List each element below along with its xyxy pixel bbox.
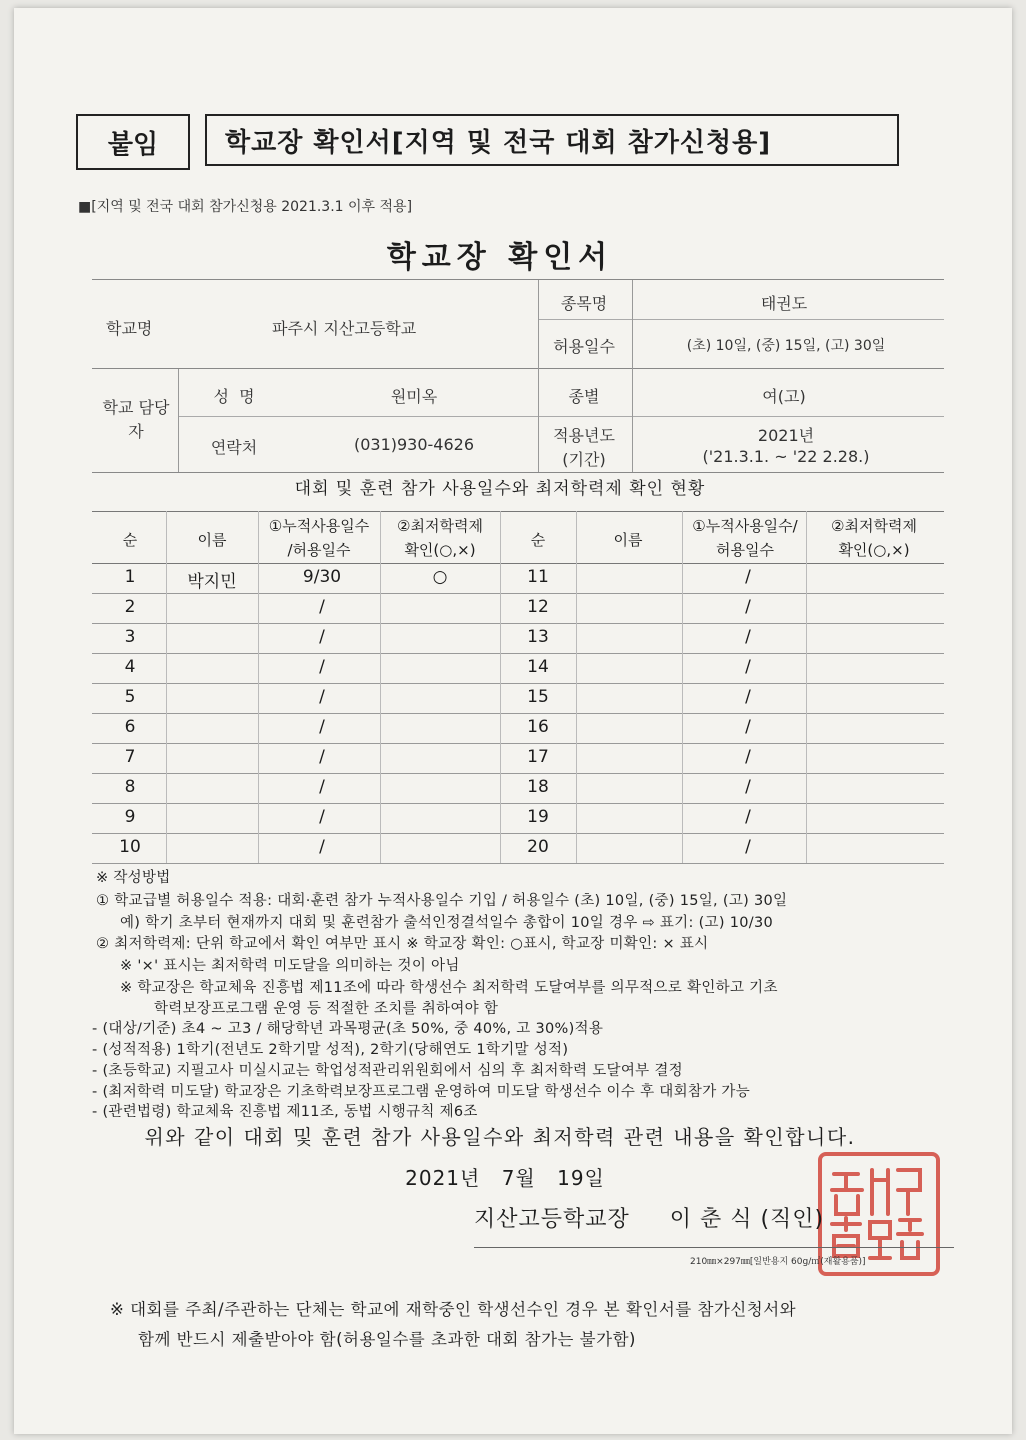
info-rule: [538, 319, 944, 320]
footer-note: 함께 반드시 제출받아야 함(허용일수를 초과한 대회 참가는 불가함): [138, 1330, 636, 1349]
info-rule: [92, 279, 944, 280]
col-header-days-2: ①누적사용일수/: [692, 517, 798, 535]
note-line: 예) 학기 초부터 현재까지 대회 및 훈련참가 출석인정결석일수 총합이 10일 경우 ⇨ 표기: (고) 10/30: [120, 915, 774, 931]
table-divider: [500, 511, 501, 863]
col-header-grade-sub: 확인(○,×): [404, 541, 476, 559]
school-name: 파주시 지산고등학교: [272, 319, 417, 338]
note-line: ※ 학교장은 학교체육 진흥법 제11조에 따라 학생선수 최저학력 도달여부를 의무적으로 확인하고 기초: [120, 980, 778, 996]
table-cell: /: [745, 837, 751, 857]
table-rule: [92, 623, 944, 624]
table-cell: 3: [124, 627, 136, 647]
table-cell: 6: [124, 717, 136, 737]
document-header-title: 학교장 확인서[지역 및 전국 대회 참가신청용]: [205, 114, 899, 166]
table-cell: /: [319, 657, 325, 677]
table-cell: 11: [527, 567, 549, 587]
table-cell: /: [319, 777, 325, 797]
table-cell: /: [745, 687, 751, 707]
principal-signature: 지산고등학교장 이 춘 식 (직인): [474, 1207, 825, 1232]
table-cell: /: [745, 807, 751, 827]
year-label: 적용년도: [553, 426, 615, 445]
sport-label: 종목명: [560, 294, 608, 313]
table-cell: 1: [124, 567, 136, 587]
note-line: - (대상/기준) 초4 ~ 고3 / 해당학년 과목평균(초 50%, 중 40%, 고 30%)적용: [92, 1021, 604, 1037]
table-cell: 8: [124, 777, 136, 797]
table-cell: /: [319, 597, 325, 617]
table-cell: 13: [527, 627, 549, 647]
table-rule: [92, 833, 944, 834]
table-rule: [92, 593, 944, 594]
table-divider: [682, 511, 683, 863]
note-line: - (성적적용) 1학기(전년도 2학기말 성적), 2학기(당해연도 1학기말 성적): [92, 1042, 569, 1058]
note-line: ② 최저학력제: 단위 학교에서 확인 여부만 표시 ※ 학교장 확인: ○표시, 학교장 미확인: × 표시: [96, 936, 709, 952]
table-cell: /: [745, 747, 751, 767]
col-header-grade-sub-2: 확인(○,×): [838, 541, 910, 559]
name-label: 성 명: [213, 387, 255, 406]
col-header-grade: ②최저학력제: [397, 517, 483, 535]
table-divider: [380, 511, 381, 863]
col-header-days-sub-2: 허용일수: [716, 541, 774, 559]
table-cell: /: [745, 597, 751, 617]
table-rule: [92, 713, 944, 714]
allowed-days-label: 허용일수: [553, 337, 615, 356]
table-cell: /: [319, 627, 325, 647]
table-cell: 12: [527, 597, 549, 617]
table-cell: 9/30: [302, 567, 342, 587]
table-cell: /: [319, 807, 325, 827]
issue-date: 2021년 7월 19일: [405, 1166, 605, 1190]
col-header-days: ①누적사용일수: [268, 517, 370, 535]
col-header-no-2: 순: [530, 531, 546, 549]
sport: 태권도: [760, 294, 808, 313]
attachment-label: 붙임: [76, 114, 190, 170]
table-cell: /: [745, 717, 751, 737]
table-cell: 7: [124, 747, 136, 767]
note-line: - (최저학력 미도달) 학교장은 기초학력보장프로그램 운영하여 미도달 학생선수 이수 후 대회참가 가능: [92, 1084, 751, 1100]
table-rule: [92, 653, 944, 654]
table-cell: 19: [527, 807, 549, 827]
table-cell: 2: [124, 597, 136, 617]
table-cell: 10: [119, 837, 141, 857]
year: 2021년: [757, 426, 815, 445]
period-label: (기간): [562, 450, 606, 469]
manager-label: 학교 담당자: [102, 398, 170, 441]
note-line: ※ '×' 표시는 최저학력 미도달을 의미하는 것이 아님: [120, 958, 460, 974]
table-cell: /: [745, 627, 751, 647]
contact: (031)930-4626: [353, 435, 475, 454]
table-cell: /: [745, 567, 751, 587]
contact-label: 연락처: [210, 438, 258, 457]
table-rule: [92, 683, 944, 684]
note-line: - (초등학교) 지필고사 미실시교는 학업성적관리위원회에서 심의 후 최저학력 도달여부 결정: [92, 1063, 683, 1079]
table-cell: 5: [124, 687, 136, 707]
section-title: 대회 및 훈련 참가 사용일수와 최저학력제 확인 현황: [294, 479, 706, 499]
table-cell: 15: [527, 687, 549, 707]
table-cell: /: [745, 777, 751, 797]
info-divider: [538, 280, 539, 472]
table-rule: [92, 863, 944, 864]
info-divider: [632, 280, 633, 472]
table-cell: 14: [527, 657, 549, 677]
table-cell: /: [319, 687, 325, 707]
note-line: - (관련법령) 학교체육 진흥법 제11조, 동법 시행규칙 제6조: [92, 1104, 478, 1120]
table-cell: 16: [527, 717, 549, 737]
table-cell: /: [319, 717, 325, 737]
table-cell: 9: [124, 807, 136, 827]
table-cell: ○: [432, 567, 448, 587]
table-rule: [92, 773, 944, 774]
footer-note: ※ 대회를 주최/주관하는 단체는 학교에 재학중인 학생선수인 경우 본 확인서를 참가신청서와: [110, 1300, 797, 1319]
table-rule: [92, 803, 944, 804]
info-rule: [92, 368, 944, 369]
manager-name: 원미옥: [390, 387, 438, 406]
info-rule: [178, 416, 944, 417]
note-line: 학력보장프로그램 운영 등 적절한 조치를 취하여야 함: [154, 1001, 499, 1017]
period: ('21.3.1. ~ '22 2.28.): [702, 447, 870, 466]
table-cell: 18: [527, 777, 549, 797]
col-header-no: 순: [122, 531, 138, 549]
col-header-name-2: 이름: [613, 531, 643, 549]
table-cell: /: [319, 747, 325, 767]
note-line: ① 학교급별 허용일수 적용: 대회·훈련 참가 누적사용일수 기입 / 허용일수 (초) 10일, (중) 15일, (고) 30일: [96, 893, 788, 909]
confirmation-statement: 위와 같이 대회 및 훈련 참가 사용일수와 최저학력 관련 내용을 확인합니다.: [144, 1125, 856, 1149]
col-header-grade-2: ②최저학력제: [831, 517, 917, 535]
col-header-days-sub: /허용일수: [287, 541, 351, 559]
col-header-name: 이름: [197, 531, 227, 549]
signature-rule: [474, 1247, 954, 1248]
table-cell: /: [745, 657, 751, 677]
gender-label: 종별: [568, 387, 600, 406]
table-divider: [576, 511, 577, 863]
table-rule: [92, 511, 944, 512]
table-cell: 20: [527, 837, 549, 857]
table-cell: 4: [124, 657, 136, 677]
table-divider: [806, 511, 807, 863]
table-rule: [92, 563, 944, 564]
paper-spec: 210㎜×297㎜[일반용지 60g/㎡(재활용품)]: [690, 1257, 866, 1267]
gender: 여(고): [762, 387, 806, 406]
table-cell: 17: [527, 747, 549, 767]
table-divider: [258, 511, 259, 863]
info-rule: [92, 472, 944, 473]
table-cell: 박지민: [187, 572, 237, 592]
school-name-label: 학교명: [106, 319, 153, 338]
doc-title: 학교장 확인서: [386, 240, 614, 275]
table-cell: /: [319, 837, 325, 857]
note-line: ※ 작성방법: [96, 870, 171, 886]
applies-note: ■[지역 및 전국 대회 참가신청용 2021.3.1 이후 적용]: [78, 199, 413, 215]
table-rule: [92, 743, 944, 744]
info-divider: [178, 369, 179, 472]
table-divider: [166, 511, 167, 863]
allowed-days: (초) 10일, (중) 15일, (고) 30일: [686, 338, 886, 354]
